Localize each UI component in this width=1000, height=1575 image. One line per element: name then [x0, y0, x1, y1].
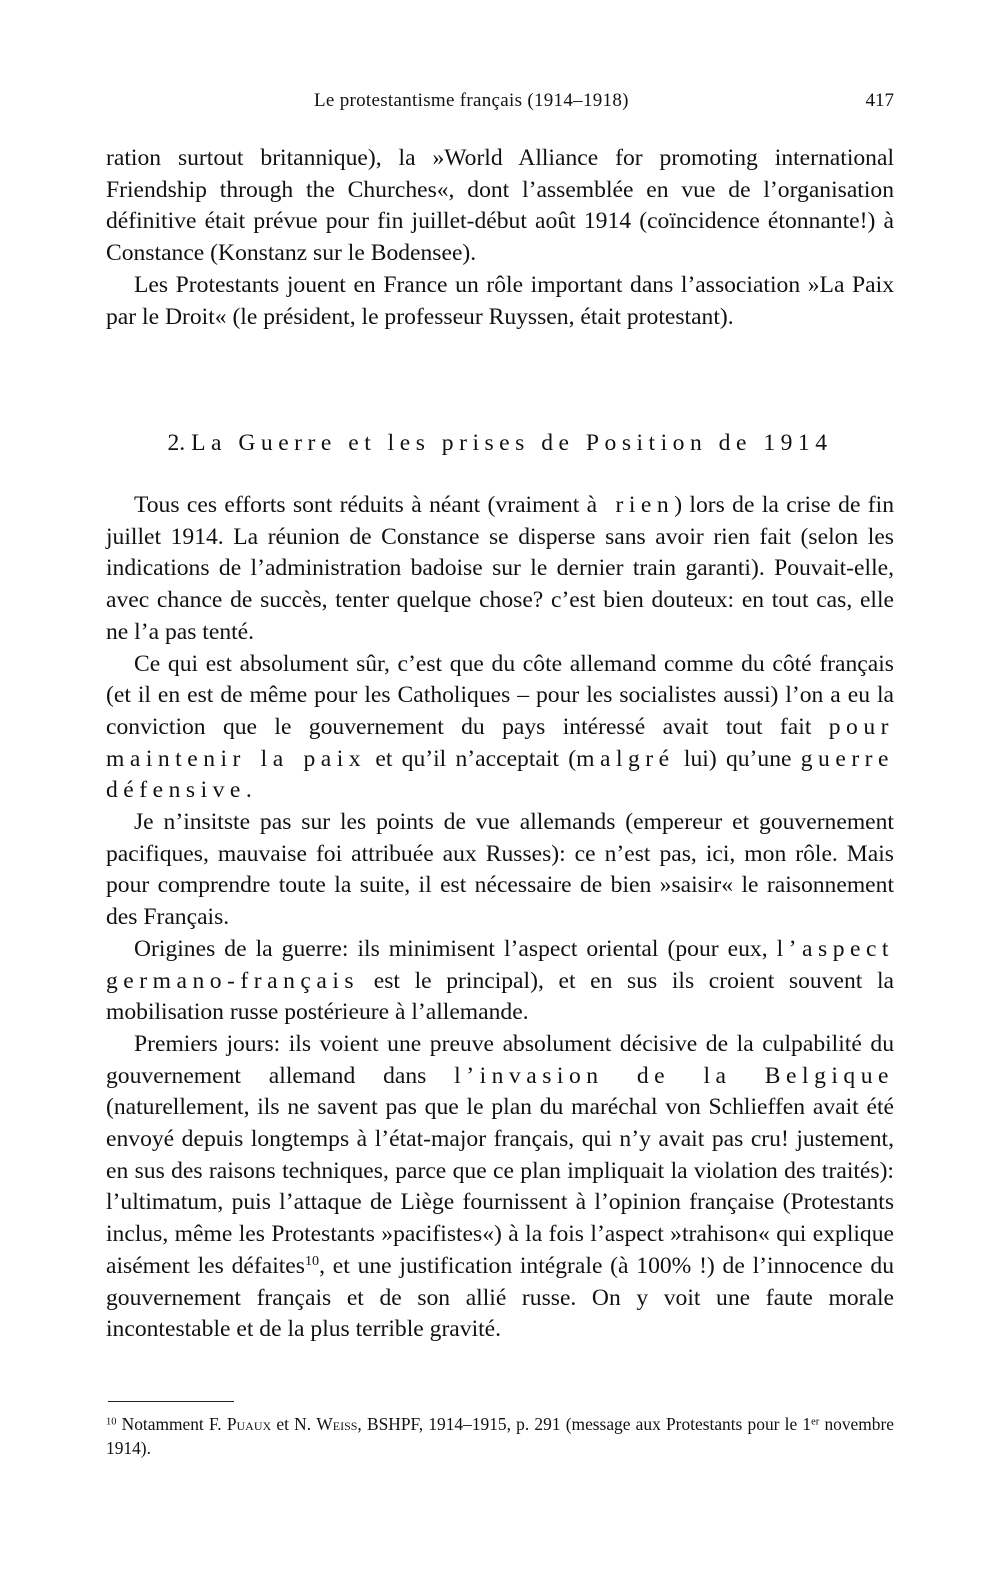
spaced-emphasis: malgré [576, 745, 675, 772]
section-number: 2. [167, 430, 186, 456]
paragraph [106, 490, 894, 649]
text-run: , BSHPF, 1914–1915, p. 291 (message aux Protestants pour le 1 [357, 1414, 812, 1434]
footnote-mark: 10 [106, 1416, 117, 1428]
text-run: . [245, 777, 252, 804]
footnote [106, 1412, 894, 1460]
paragraph [106, 649, 894, 808]
text-run: Ce qui est absolument sûr, c’est que du côte allemand comme du côté français (et il en est de même pour les Catholiques – pour les socialistes aussi) l’on a eu la conviction que le gouvernement du pays intéressé avait tout fait [106, 650, 894, 740]
footnote-ref: 10 [304, 1253, 320, 1270]
body-text-main [106, 490, 894, 1346]
body-text-top [106, 143, 894, 333]
paragraph: ration surtout britannique), la »World Alliance for promoting international Friendship through the Churches«, dont l’assemblée en vue de l’organisation définitive était prévue pour fin juillet-début août 1914 (coïncidence étonnante!) à Constance (Konstanz sur le Bodensee). [106, 145, 894, 267]
footnote-rule [108, 1401, 234, 1402]
section-title: La Guerre et les prises de Position de 1914 [191, 430, 833, 456]
section-heading [106, 430, 894, 457]
paragraph [106, 1029, 894, 1346]
spaced-emphasis: l’aspect germano-français [106, 935, 894, 994]
spaced-emphasis: l’invasion de la Belgique [454, 1062, 894, 1089]
text-run: ) lors de la crise de fin juillet 1914. La réunion de Constance se disperse sans avoir rien fait (selon les indications de l’administration badoise sur le dernier train garanti). Pouvait-elle, avec chance de succès, tenter quelque chose? c’est bien douteux: en tout cas, elle ne l’a pas tenté. [106, 492, 894, 645]
text-run: et N. [271, 1414, 317, 1434]
text-run: et qu’il n’acceptait ( [366, 745, 577, 772]
paragraph: Les Protestants jouent en France un rôle important dans l’association »La Paix par le Droit« (le président, le professeur Ruyssen, était protestant). [106, 271, 894, 330]
text-run: Notamment F. [116, 1414, 227, 1434]
spaced-emphasis: pour maintenir la paix [106, 713, 894, 772]
running-title: Le protestantisme français (1914–1918) [314, 90, 629, 111]
running-head [106, 90, 894, 120]
text-run: Tous ces efforts sont réduits à néant (vraiment [134, 492, 587, 518]
text-run: (naturellement, ils ne savent pas que le plan du maréchal von Schlieffen avait été envoyé depuis longtemps à l’état-major français, qui n’y avait pas cru! justement, en sus des raisons techniques, parce que ce plan impliquait la violation des traités): l’ultimatum, puis l’attaque de Liège fournissent à l’opinion française (Protestants inclus, même les Protestants »pacifistes«) à la fois l’aspect »trahison« qui explique aisément les défaites [106, 1094, 894, 1279]
author-name: Puaux [226, 1414, 272, 1434]
page-number: 417 [865, 90, 894, 111]
ordinal-superscript: er [811, 1416, 820, 1428]
text-run: Origines de la guerre: ils minimisent l’aspect oriental (pour eux, [134, 935, 777, 962]
spaced-emphasis: guerre défensive [106, 745, 895, 804]
author-name: Weiss [316, 1414, 358, 1434]
text-run: Premiers jours: ils voient une preuve absolument décisive de la culpabilité du gouvernement allemand dans [106, 1030, 894, 1089]
text-run: novembre 1914). [106, 1414, 894, 1458]
spaced-emphasis: à rien [586, 492, 675, 518]
text-run: , et une justification intégrale (à 100% !) de l’innocence du gouvernement français et de son allié russe. On y voit une faute morale incontestable et de la plus terrible gravité. [106, 1252, 894, 1343]
paragraph: Je n’insitste pas sur les points de vue allemands (empereur et gouvernement pacifiques, mauvaise foi attribuée aux Russes): ce n’est pas, ici, mon rôle. Mais pour comprendre toute la suite, il est nécessaire de bien »saisir« le raisonnement des Français. [106, 809, 894, 931]
paragraph [106, 934, 894, 1029]
text-run: lui) qu’une [674, 745, 801, 772]
text-run: est le principal), et en sus ils croient souvent la mobilisation russe postérieure à l’allemande. [106, 967, 894, 1026]
